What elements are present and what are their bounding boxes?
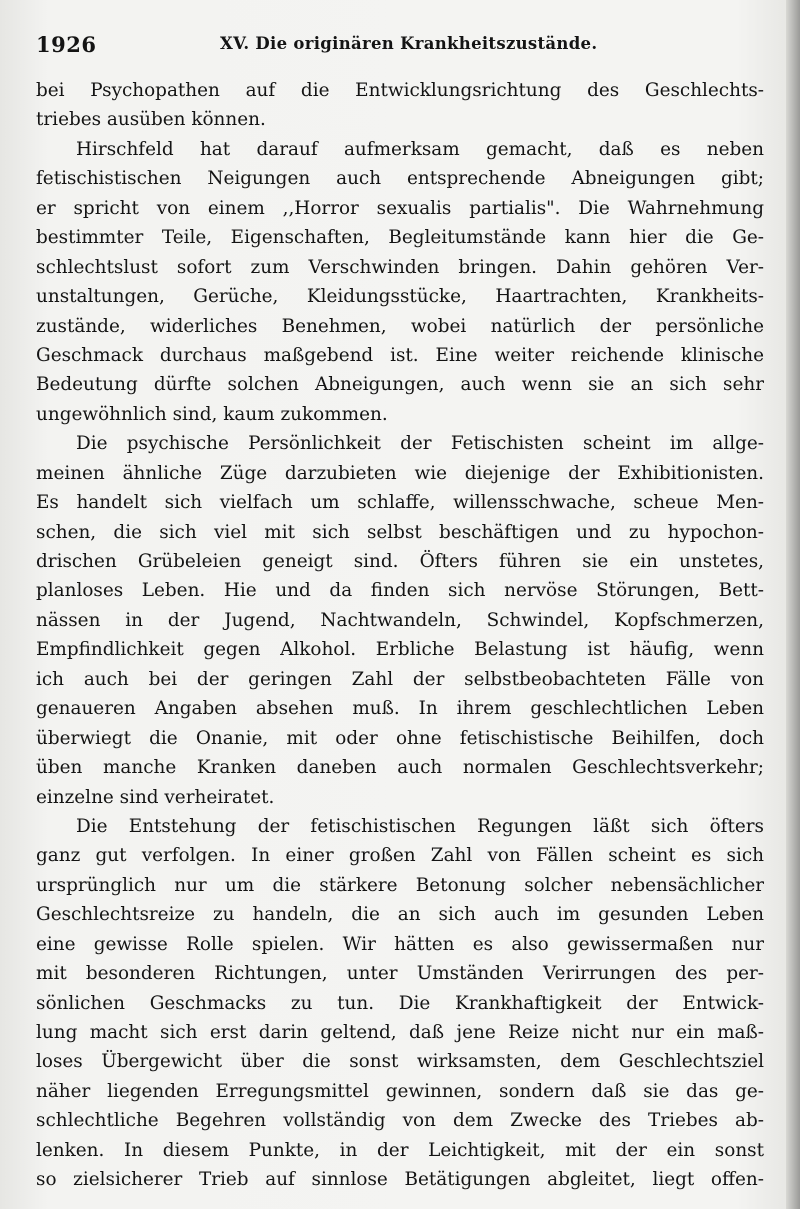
text-line: schen, die sich viel mit sich selbst beschäftigen und zu hypochon- [36,521,764,543]
text-line: mit besonderen Richtungen, unter Umständen Verirrungen des per- [36,963,764,985]
body-text [36,76,764,1195]
text-line: so zielsicherer Trieb auf sinnlose Betätigungen abgleitet, liegt offen- [36,1169,764,1191]
text-line: ganz gut verfolgen. In einer großen Zahl von Fällen scheint es sich [36,845,764,867]
text-line: planloses Leben. Hie und da finden sich nervöse Störungen, Bett- [36,580,764,602]
text-line: näher liegenden Erregungsmittel gewinnen, sondern daß sie das ge- [36,1080,764,1102]
text-line: meinen ähnliche Züge darzubieten wie diejenige der Exhibitionisten. [36,462,764,484]
text-line: überwiegt die Onanie, mit oder ohne fetischistische Beihilfen, doch [36,727,764,749]
text-line: zustände, widerliches Benehmen, wobei natürlich der persönliche [36,315,764,337]
running-head: XV. Die originären Krankheitszustände. [220,34,598,53]
text-line: schlechtliche Begehren vollständig von dem Zwecke des Triebes ab- [36,1110,764,1132]
text-line: ungewöhnlich sind, kaum zukommen. [36,403,388,425]
text-line: Geschmack durchaus maßgebend ist. Eine weiter reichende klinische [36,344,764,366]
text-line: Empfindlichkeit gegen Alkohol. Erbliche Belastung ist häufig, wenn [36,639,764,661]
text-line: Geschlechtsreize zu handeln, die an sich auch im gesunden Leben [36,904,764,926]
page-number: 1926 [36,32,97,57]
page-header [36,32,756,60]
paragraph-start-line: Die psychische Persönlichkeit der Fetischisten scheint im allge- [76,433,764,455]
text-line: unstaltungen, Gerüche, Kleidungsstücke, Haartrachten, Krankheits- [36,286,764,308]
text-line: Es handelt sich vielfach um schlaffe, willensschwache, scheue Men- [36,492,764,514]
text-line: schlechtslust sofort zum Verschwinden bringen. Dahin gehören Ver- [36,256,764,278]
text-line: drischen Grübeleien geneigt sind. Öfters führen sie ein unstetes, [36,551,764,572]
text-line: lenken. In diesem Punkte, in der Leichtigkeit, mit der ein sonst [36,1139,764,1161]
text-line: fetischistischen Neigungen auch entsprechende Abneigungen gibt; [36,168,764,190]
text-line: bestimmter Teile, Eigenschaften, Begleitumstände kann hier die Ge- [36,227,764,249]
text-line: einzelne sind verheiratet. [36,786,275,808]
text-line: Bedeutung dürfte solchen Abneigungen, auch wenn sie an sich sehr [36,374,764,396]
text-line: lung macht sich erst darin geltend, daß jene Reize nicht nur ein maß- [36,1022,764,1043]
text-line: eine gewisse Rolle spielen. Wir hätten es also gewissermaßen nur [36,933,764,955]
paragraph-start-line: Hirschfeld hat darauf aufmerksam gemacht, daß es neben [76,138,764,160]
text-line: genaueren Angaben absehen muß. In ihrem geschlechtlichen Leben [36,698,764,720]
text-line: ursprünglich nur um die stärkere Betonung solcher nebensächlicher [36,874,764,896]
text-line: er spricht von einem ,,Horror sexualis partialis". Die Wahrnehmung [36,197,764,219]
text-line: nässen in der Jugend, Nachtwandeln, Schwindel, Kopfschmerzen, [36,609,764,631]
text-line: loses Übergewicht über die sonst wirksamsten, dem Geschlechtsziel [36,1051,764,1073]
text-line: triebes ausüben können. [36,109,266,131]
paragraph-start-line: Die Entstehung der fetischistischen Regungen läßt sich öfters [76,815,764,837]
text-line: sönlichen Geschmacks zu tun. Die Krankhaftigkeit der Entwick- [36,992,764,1014]
text-line: bei Psychopathen auf die Entwicklungsrichtung des Geschlechts- [36,80,764,101]
text-line: ich auch bei der geringen Zahl der selbstbeobachteten Fälle von [36,668,764,690]
text-line: üben manche Kranken daneben auch normalen Geschlechtsverkehr; [36,757,764,779]
page-edge-shadow [786,0,800,1209]
